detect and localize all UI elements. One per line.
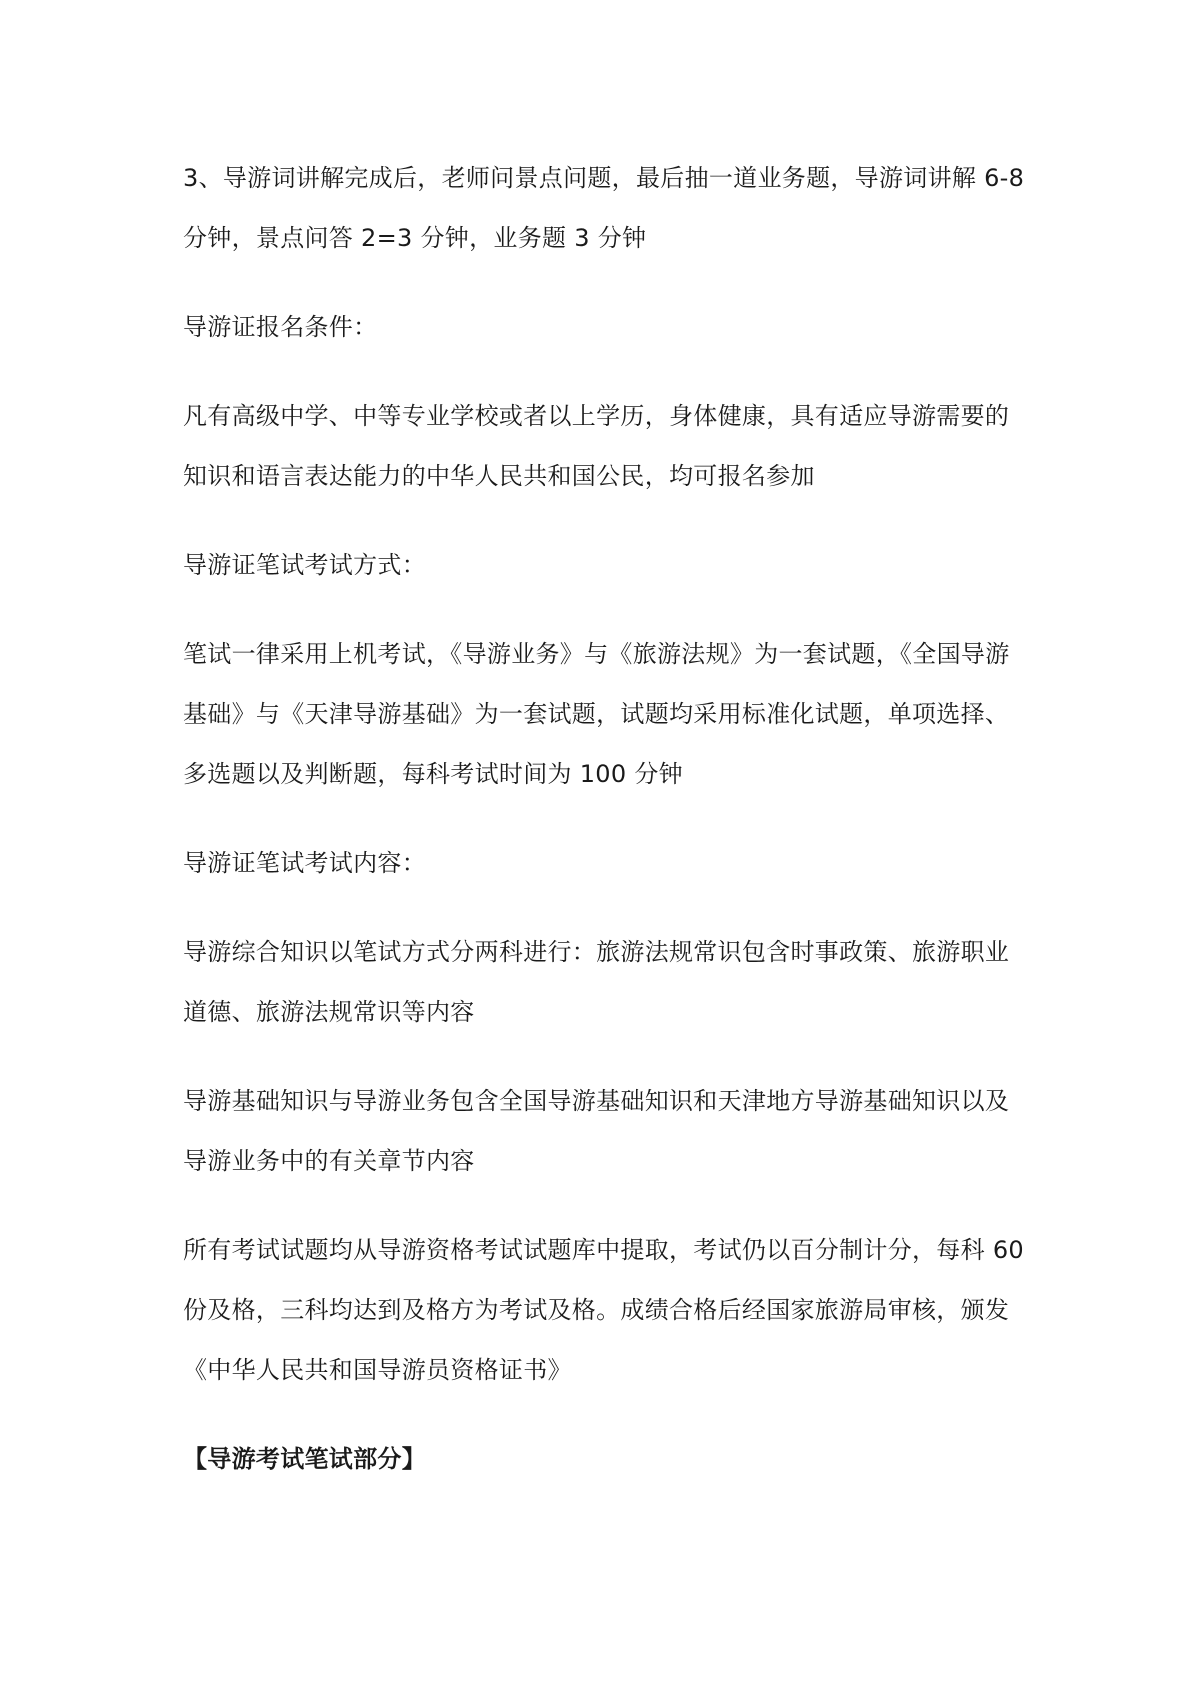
section-heading-written-exam: 【导游考试笔试部分】 [183,1445,426,1473]
heading-registration-conditions: 导游证报名条件： [183,313,378,341]
paragraph-registration-conditions: 凡有高级中学、中等专业学校或者以上学历，身体健康，具有适应导游需要的知识和语言表达能力的中华人民共和国公民，均可报名参加 [183,402,1010,490]
heading-written-exam-content: 导游证笔试考试内容： [183,849,426,877]
heading-written-exam-format: 导游证笔试考试方式： [183,551,426,579]
paragraph-comprehensive-knowledge: 导游综合知识以笔试方式分两科进行：旅游法规常识包含时事政策、旅游职业道德、旅游法规常识等内容 [183,938,1010,1026]
paragraph-basic-knowledge: 导游基础知识与导游业务包含全国导游基础知识和天津地方导游基础知识以及导游业务中的有关章节内容 [183,1087,1010,1175]
paragraph-scoring-and-certificate: 所有考试试题均从导游资格考试试题库中提取，考试仍以百分制计分，每科 60 份及格，三科均达到及格方为考试及格。成绩合格后经国家旅游局审核，颁发《中华人民共和国导游员资格证书》 [183,1236,1024,1384]
paragraph-written-exam-format: 笔试一律采用上机考试，《导游业务》与《旅游法规》为一套试题，《全国导游基础》与《天津导游基础》为一套试题，试题均采用标准化试题，单项选择、多选题以及判断题，每科考试时间为 100 分钟 [183,640,1010,788]
paragraph-interview-timing: 3、导游词讲解完成后，老师问景点问题，最后抽一道业务题，导游词讲解 6-8 分钟，景点问答 2=3 分钟，业务题 3 分钟 [183,164,1025,252]
document-body [183,148,1033,1489]
